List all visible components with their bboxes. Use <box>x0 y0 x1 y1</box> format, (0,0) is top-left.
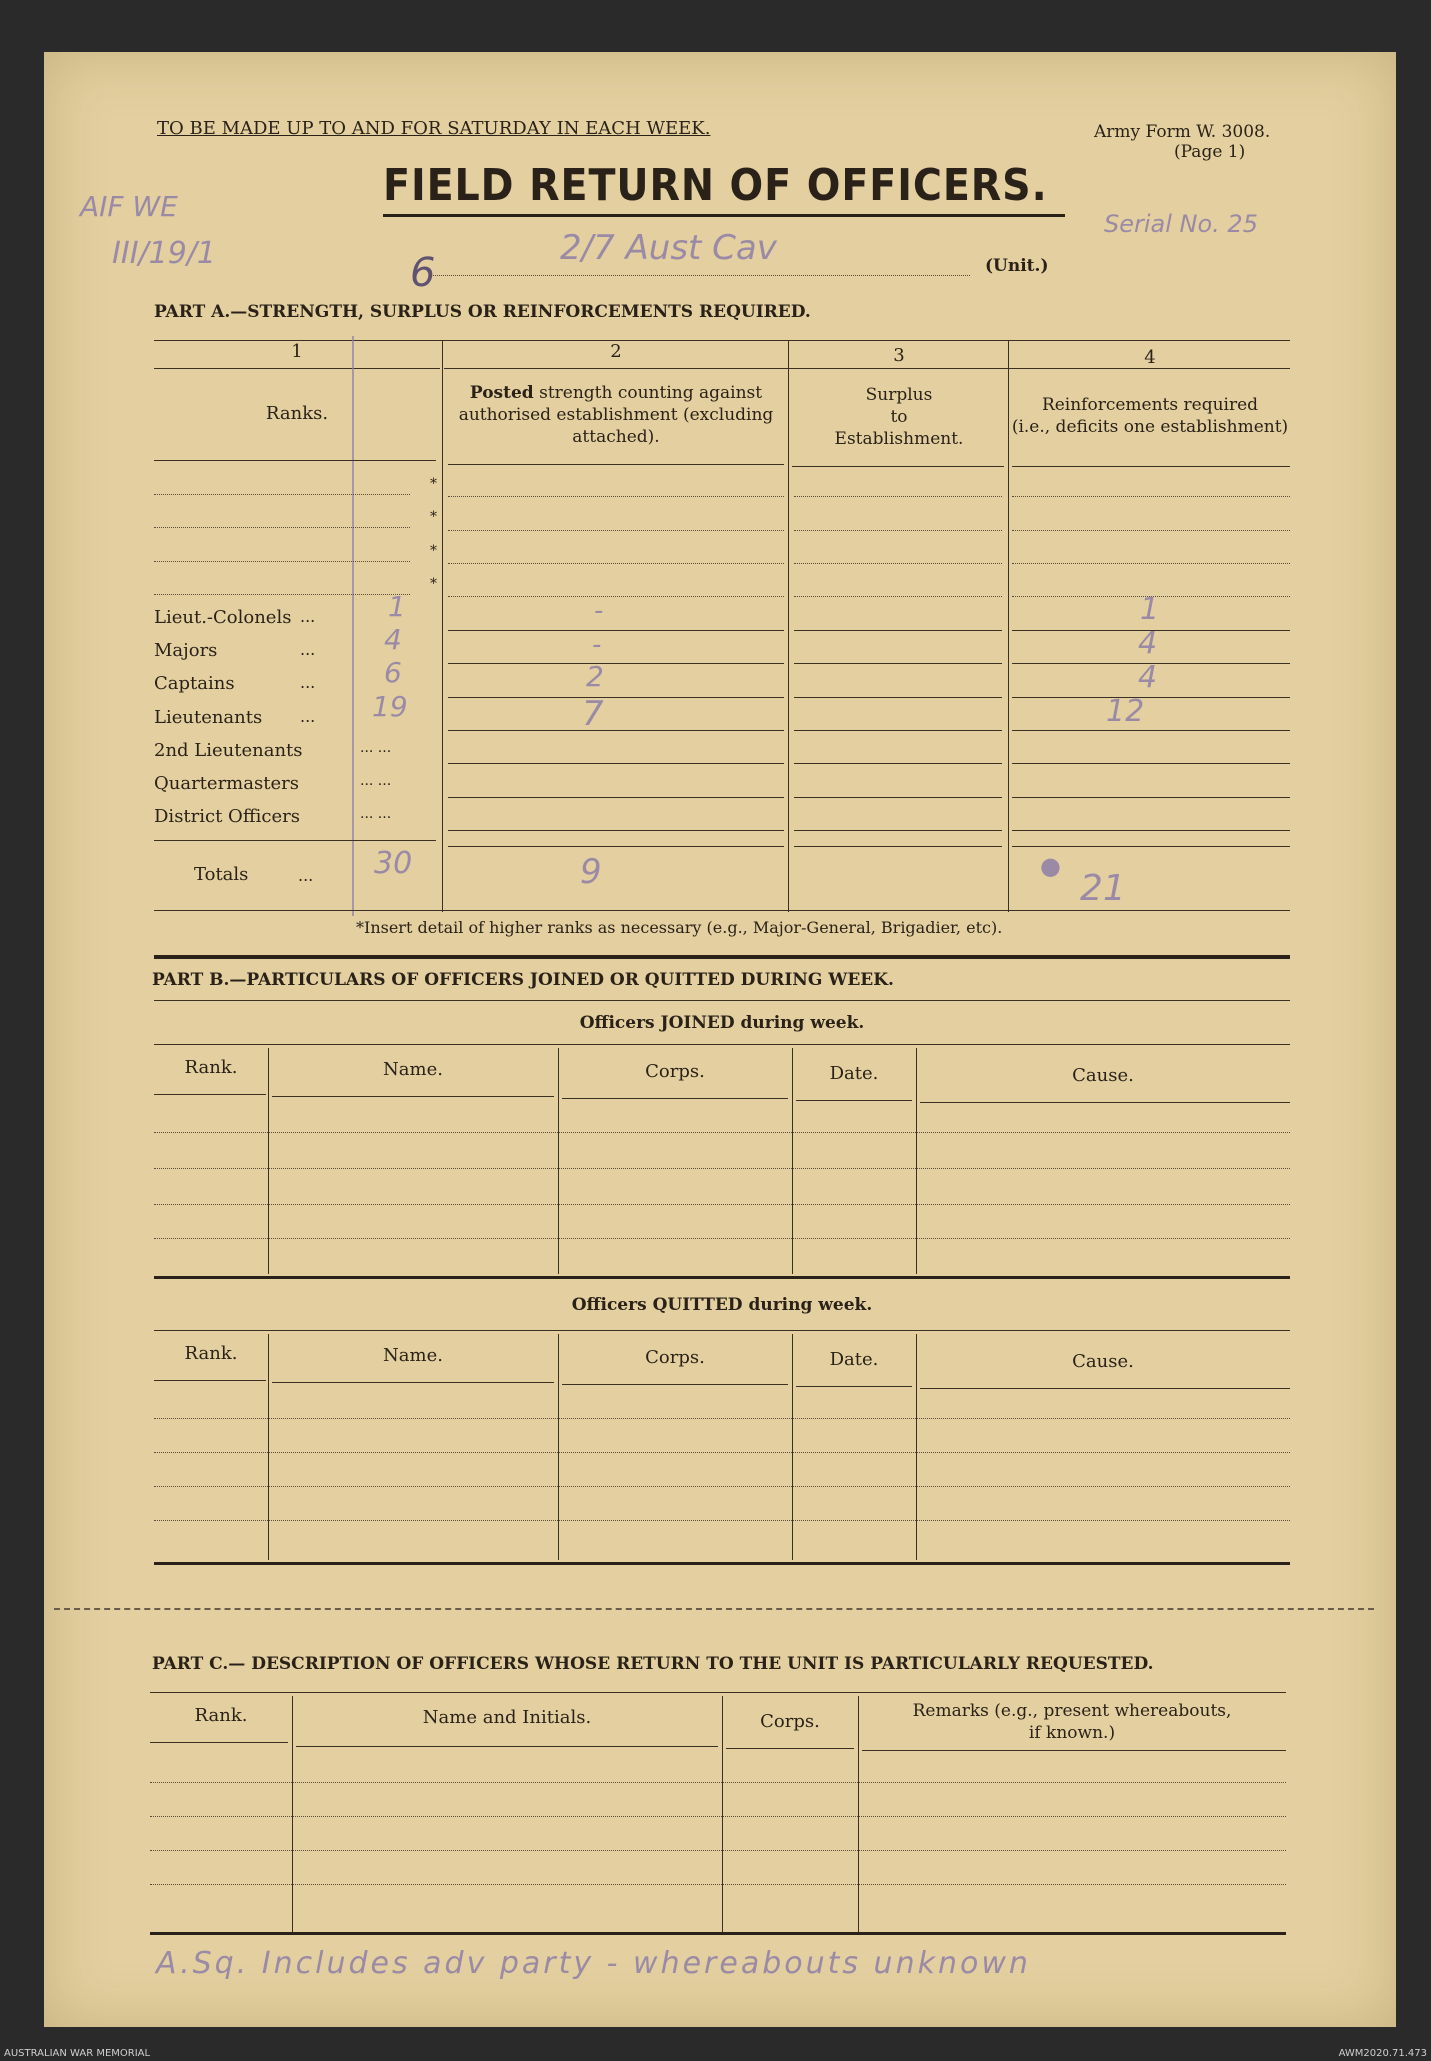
col-number-2: 2 <box>610 341 622 362</box>
quitted-subtitle: Officers QUITTED during week. <box>571 1295 873 1315</box>
col-header-ranks: Ranks. <box>265 403 329 424</box>
handwritten-ref-3: 6 <box>410 250 436 296</box>
part-c-title: PART C.— DESCRIPTION OF OFFICERS WHOSE RETURN TO THE UNIT IS PARTICULARLY REQUESTED. <box>152 1654 1154 1674</box>
unit-line <box>430 275 970 276</box>
perforation-line <box>54 1608 1374 1610</box>
part-a-footnote: *Insert detail of higher ranks as necessary (e.g., Major-General, Brigadier, etc). <box>356 918 1003 937</box>
handwritten-ref-2: III/19/1 <box>112 236 217 271</box>
col-header-reinforcements: Reinforcements required (i.e., deficits one establishment) <box>1011 395 1289 438</box>
reinf-total-circle-mark: ● <box>1040 852 1061 880</box>
col-number-3: 3 <box>893 345 905 366</box>
archive-credit: AUSTRALIAN WAR MEMORIAL <box>4 2048 151 2059</box>
star-marker: * <box>430 509 437 525</box>
col-header-posted: Posted strength counting against authorised establishment (excluding attached). <box>458 383 774 448</box>
col-number-4: 4 <box>1144 347 1156 368</box>
joined-subtitle: Officers JOINED during week. <box>579 1013 865 1033</box>
handwritten-unit: 2/7 Aust Cav <box>560 228 777 268</box>
col-number-1: 1 <box>291 341 303 362</box>
handwritten-ref-1: AIF WE <box>80 190 178 223</box>
col-header-surplus: Surplus to Establishment. <box>834 385 964 450</box>
title-underline <box>383 214 1065 217</box>
handwritten-footnote: A.Sq. Includes adv party - whereabouts unknown <box>156 1946 1031 1981</box>
part-b-title: PART B.—PARTICULARS OF OFFICERS JOINED OR QUITTED DURING WEEK. <box>152 970 894 990</box>
instruction-line: TO BE MADE UP TO AND FOR SATURDAY IN EACH WEEK. <box>157 118 711 139</box>
archive-id: AWM2020.71.473 <box>1338 2048 1427 2059</box>
part-a-title: PART A.—STRENGTH, SURPLUS OR REINFORCEMENTS REQUIRED. <box>154 302 811 322</box>
star-marker: * <box>430 543 437 559</box>
star-marker: * <box>430 576 437 592</box>
form-number: Army Form W. 3008. <box>1094 122 1271 142</box>
unit-label: (Unit.) <box>985 256 1049 276</box>
star-marker: * <box>430 476 437 492</box>
form-title: FIELD RETURN OF OFFICERS. <box>383 160 1048 211</box>
page-number: (Page 1) <box>1174 142 1246 162</box>
handwritten-serial: Serial No. 25 <box>1104 210 1258 238</box>
